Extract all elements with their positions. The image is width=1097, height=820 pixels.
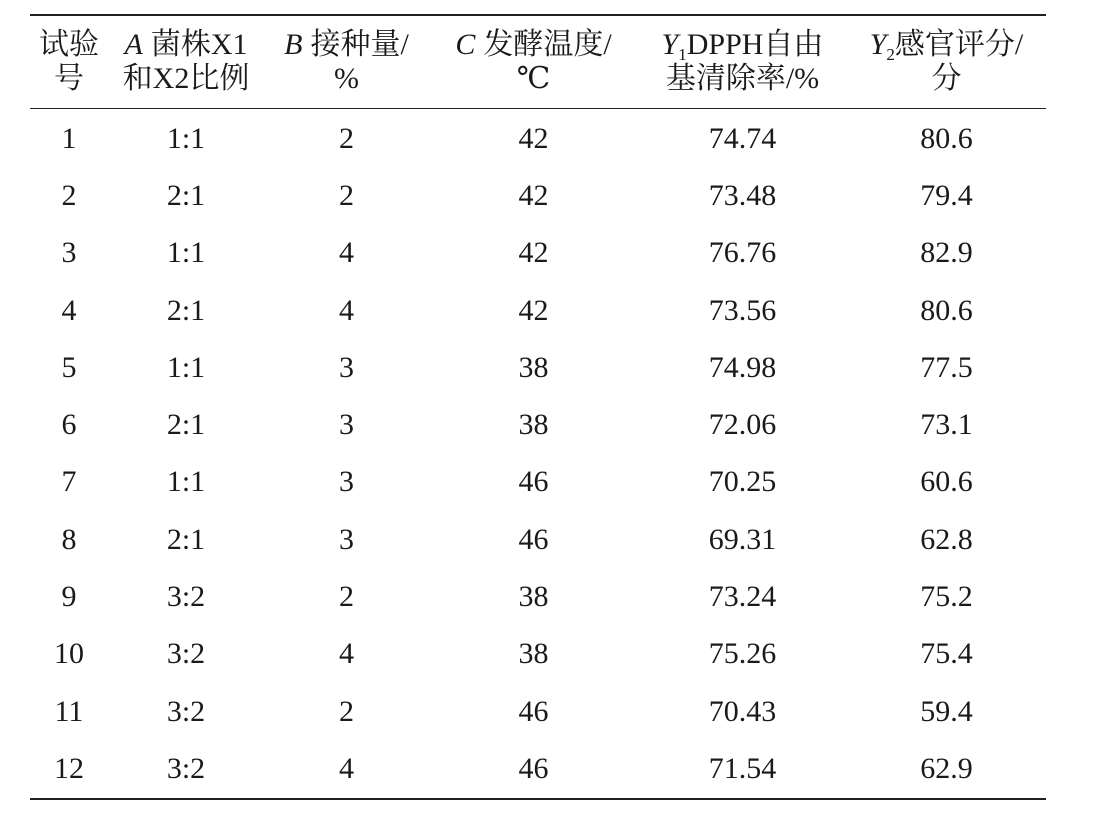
cell-sensory: 73.1 <box>920 408 973 442</box>
cell-temperature: 38 <box>518 408 549 442</box>
cell-sensory: 79.4 <box>920 178 973 212</box>
cell-trial: 1 <box>61 121 77 155</box>
table-row <box>30 454 1046 511</box>
cell-inoculum: 3 <box>339 350 354 384</box>
table-row <box>30 626 1046 683</box>
header-strain-ratio-text: 菌株X1 <box>150 28 248 61</box>
cell-trial: 5 <box>61 350 77 384</box>
header-dpph-text: DPPH自由 <box>686 28 824 61</box>
table-row <box>30 396 1046 453</box>
cell-dpph: 74.98 <box>708 350 777 384</box>
header-dpph-line2: 基清除率/% <box>665 62 820 95</box>
header-inoculum <box>264 15 429 109</box>
header-inoculum-text: 接种量/ <box>310 28 409 61</box>
cell-sensory: 80.6 <box>920 293 973 327</box>
cell-inoculum: 2 <box>339 121 354 155</box>
cell-sensory: 80.6 <box>920 121 973 155</box>
cell-dpph: 75.26 <box>708 637 777 671</box>
header-inoculum-line1 <box>264 28 429 62</box>
cell-dpph: 74.74 <box>708 121 777 155</box>
cell-strain-ratio: 1:1 <box>166 350 206 384</box>
cell-strain-ratio: 1:1 <box>166 121 206 155</box>
cell-temperature: 42 <box>518 293 549 327</box>
table-row <box>30 511 1046 568</box>
cell-trial: 10 <box>54 637 84 671</box>
header-fermentation-temp-line1 <box>429 28 638 62</box>
cell-trial: 12 <box>54 751 84 785</box>
header-dpph-symbol: Y <box>661 28 679 61</box>
cell-sensory: 77.5 <box>920 350 973 384</box>
cell-inoculum: 3 <box>339 465 354 499</box>
header-strain-ratio-line2: 和X2比例 <box>122 62 250 95</box>
table-row <box>30 683 1046 740</box>
header-fermentation-temp-symbol: C <box>455 28 476 61</box>
header-inoculum-symbol: B <box>284 28 303 61</box>
cell-strain-ratio: 2:1 <box>166 408 206 442</box>
cell-strain-ratio: 3:2 <box>166 751 206 785</box>
cell-sensory: 62.9 <box>920 751 973 785</box>
table-row <box>30 167 1046 224</box>
header-strain-ratio-symbol: A <box>124 28 143 61</box>
cell-strain-ratio: 3:2 <box>166 580 206 614</box>
header-inoculum-unit: % <box>334 62 359 95</box>
header-dpph-line1 <box>638 28 847 62</box>
header-sensory-line2: 分 <box>931 62 962 95</box>
cell-strain-ratio: 3:2 <box>166 694 206 728</box>
cell-strain-ratio: 2:1 <box>166 522 206 556</box>
cell-strain-ratio: 2:1 <box>166 293 206 327</box>
header-sensory-score <box>847 15 1046 109</box>
table-row <box>30 282 1046 339</box>
header-trial-number-line2: 号 <box>54 62 84 95</box>
cell-sensory: 59.4 <box>920 694 973 728</box>
cell-dpph: 72.06 <box>708 408 777 442</box>
cell-inoculum: 3 <box>339 408 354 442</box>
cell-inoculum: 4 <box>339 293 354 327</box>
cell-dpph: 70.43 <box>708 694 777 728</box>
cell-sensory: 75.2 <box>920 580 973 614</box>
header-sensory-subscript: 2 <box>886 45 895 64</box>
cell-inoculum: 4 <box>339 637 354 671</box>
header-sensory-line1 <box>847 28 1046 62</box>
cell-inoculum: 2 <box>339 580 354 614</box>
header-row <box>30 15 1046 109</box>
cell-inoculum: 2 <box>339 694 354 728</box>
header-sensory-symbol: Y <box>869 28 887 61</box>
cell-dpph: 70.25 <box>708 465 777 499</box>
table-row <box>30 568 1046 625</box>
cell-dpph: 69.31 <box>708 522 777 556</box>
cell-dpph: 73.56 <box>708 293 777 327</box>
table-row <box>30 109 1046 168</box>
table-row <box>30 740 1046 798</box>
table-row <box>30 339 1046 396</box>
cell-sensory: 75.4 <box>920 637 973 671</box>
cell-trial: 9 <box>61 580 77 614</box>
cell-strain-ratio: 2:1 <box>166 178 206 212</box>
cell-dpph: 71.54 <box>708 751 777 785</box>
cell-temperature: 46 <box>518 751 549 785</box>
cell-strain-ratio: 1:1 <box>166 236 206 270</box>
header-dpph-subscript: 1 <box>678 45 687 64</box>
cell-temperature: 38 <box>518 637 549 671</box>
header-fermentation-temp <box>429 15 638 109</box>
cell-sensory: 60.6 <box>920 465 973 499</box>
cell-trial: 8 <box>61 522 77 556</box>
header-fermentation-temp-unit: ℃ <box>516 62 551 95</box>
cell-dpph: 73.24 <box>708 580 777 614</box>
cell-temperature: 46 <box>518 522 549 556</box>
experiment-table-container <box>30 14 1046 800</box>
cell-inoculum: 4 <box>339 751 354 785</box>
cell-dpph: 73.48 <box>708 178 777 212</box>
cell-inoculum: 3 <box>339 522 354 556</box>
cell-inoculum: 4 <box>339 236 354 270</box>
cell-trial: 11 <box>54 694 84 728</box>
cell-trial: 7 <box>61 465 77 499</box>
table-row <box>30 225 1046 282</box>
header-fermentation-temp-text: 发酵温度/ <box>483 28 612 61</box>
cell-temperature: 38 <box>518 580 549 614</box>
cell-temperature: 42 <box>518 178 549 212</box>
header-dpph-scavenging <box>638 15 847 109</box>
cell-inoculum: 2 <box>339 178 354 212</box>
cell-trial: 3 <box>61 236 77 270</box>
cell-temperature: 38 <box>518 350 549 384</box>
cell-temperature: 46 <box>518 465 549 499</box>
cell-temperature: 42 <box>518 121 549 155</box>
header-strain-ratio <box>108 15 264 109</box>
cell-strain-ratio: 1:1 <box>166 465 206 499</box>
cell-trial: 6 <box>61 408 77 442</box>
cell-temperature: 46 <box>518 694 549 728</box>
header-trial-number-line1: 试验 <box>39 28 99 61</box>
table-body <box>30 109 1046 799</box>
header-strain-ratio-line1 <box>108 28 264 62</box>
experiment-design-table <box>30 14 1046 800</box>
cell-trial: 2 <box>61 178 77 212</box>
cell-sensory: 62.8 <box>920 522 973 556</box>
cell-sensory: 82.9 <box>920 236 973 270</box>
cell-trial: 4 <box>61 293 77 327</box>
header-sensory-text: 感官评分/ <box>894 28 1024 61</box>
cell-temperature: 42 <box>518 236 549 270</box>
header-trial-number <box>30 15 108 109</box>
table-header <box>30 15 1046 109</box>
cell-strain-ratio: 3:2 <box>166 637 206 671</box>
cell-dpph: 76.76 <box>708 236 777 270</box>
